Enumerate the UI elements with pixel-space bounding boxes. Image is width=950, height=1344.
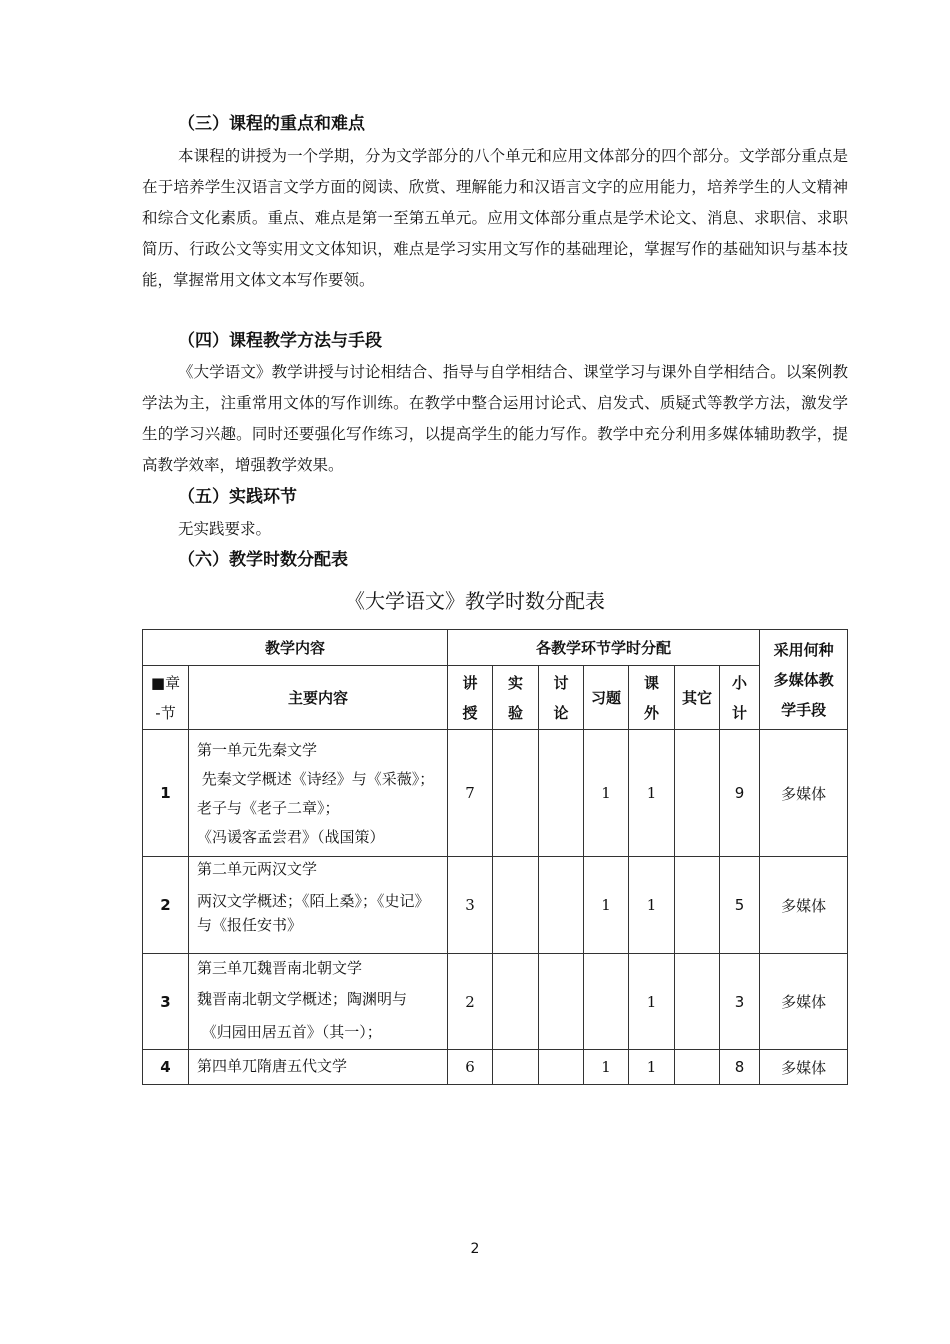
row-discussion: [539, 730, 584, 857]
row-lecture: 7: [448, 730, 493, 857]
row-experiment: [493, 1050, 539, 1085]
section-body-3: 本课程的讲授为一个学期，分为文学部分的八个单元和应用文体部分的四个部分。文学部分重点是在于培养学生汉语言文学方面的阅读、欣赏、理解能力和汉语言文字的应用能力，培养学生的人文精神和综合文化素质。重点、难点是第一至第五单元。应用文体部分重点是学术论文、消息、求职信、求职简历、行政公文等实用文文体知识，难点是学习实用文写作的基础理论，掌握写作的基础知识与基本技能，掌握常用文体文本写作要领。: [142, 147, 848, 289]
row-exercise: 1: [584, 1050, 629, 1085]
header-chapter: ■章 -节: [143, 666, 189, 730]
header-experiment: 实 验: [493, 666, 539, 730]
row-lecture: 3: [448, 857, 493, 954]
row-subtotal: 9: [720, 730, 760, 857]
row-content: 第二单元两汉文学 两汉文学概述；《陌上桑》；《史记》 与《报任安书》: [189, 857, 448, 954]
row-extracurricular: 1: [629, 857, 675, 954]
row-exercise: [584, 954, 629, 1050]
row-media: 多媒体: [760, 857, 848, 954]
table-title: 《大学语文》教学时数分配表: [345, 589, 605, 613]
section-heading-4: （四）课程教学方法与手段: [178, 331, 382, 351]
table-row: [143, 954, 848, 1050]
row-other: [675, 1050, 720, 1085]
table-row: [143, 857, 848, 954]
row-content: 第一单元先秦文学 先秦文学概述《诗经》与《采薇》；老子与《老子二章》； 《冯谖客孟尝君》（战国策）: [189, 730, 448, 857]
row-extracurricular: 1: [629, 730, 675, 857]
table-row: [143, 1050, 848, 1085]
row-media: 多媒体: [760, 730, 848, 857]
row-extracurricular: 1: [629, 954, 675, 1050]
header-main-content: 主要内容: [189, 666, 448, 730]
row-experiment: [493, 954, 539, 1050]
header-media: 采用何种 多媒体教 学手段: [760, 630, 848, 730]
row-media: 多媒体: [760, 954, 848, 1050]
row-other: [675, 857, 720, 954]
row-other: [675, 954, 720, 1050]
header-extracurricular: 课 外: [629, 666, 675, 730]
header-hours-group: 各教学环节学时分配: [448, 630, 760, 666]
row-subtotal: 3: [720, 954, 760, 1050]
table-header-row-2: [143, 666, 848, 730]
page-number: 2: [470, 1241, 480, 1257]
row-subtotal: 5: [720, 857, 760, 954]
table-row: [143, 730, 848, 857]
row-experiment: [493, 857, 539, 954]
row-lecture: 6: [448, 1050, 493, 1085]
header-lecture: 讲 授: [448, 666, 493, 730]
row-chapter: 3: [143, 954, 189, 1050]
row-exercise: 1: [584, 857, 629, 954]
section-body-5: 无实践要求。: [178, 520, 272, 538]
row-content: 第四单兀隋唐五代文学: [189, 1050, 448, 1085]
row-chapter: 2: [143, 857, 189, 954]
section-body-4: 《大学语文》教学讲授与讨论相结合、指导与自学相结合、课堂学习与课外自学相结合。以案例教学法为主，注重常用文体的写作训练。在教学中整合运用讨论式、启发式、质疑式等教学方法，激发学生的学习兴趣。同时还要强化写作练习，以提高学生的能力写作。教学中充分利用多媒体辅助教学，提高教学效率，增强教学效果。: [142, 363, 848, 474]
row-extracurricular: 1: [629, 1050, 675, 1085]
row-discussion: [539, 1050, 584, 1085]
section-heading-6: （六）教学时数分配表: [178, 550, 348, 570]
row-subtotal: 8: [720, 1050, 760, 1085]
header-subtotal: 小 计: [720, 666, 760, 730]
section-heading-5: （五）实践环节: [178, 487, 297, 507]
row-discussion: [539, 954, 584, 1050]
row-other: [675, 730, 720, 857]
header-discussion: 讨 论: [539, 666, 584, 730]
table-header-row-1: [143, 630, 848, 666]
header-exercise: 习题: [584, 666, 629, 730]
hours-allocation-table: [142, 629, 848, 1085]
row-lecture: 2: [448, 954, 493, 1050]
row-discussion: [539, 857, 584, 954]
section-heading-3: （三）课程的重点和难点: [178, 114, 365, 134]
row-exercise: 1: [584, 730, 629, 857]
row-chapter: 1: [143, 730, 189, 857]
row-content: 第三单兀魏晋南北朝文学 魏晋南北朝文学概述；陶渊明与 《归园田居五首》（其一）；: [189, 954, 448, 1050]
row-experiment: [493, 730, 539, 857]
header-other: 其它: [675, 666, 720, 730]
row-media: 多媒体: [760, 1050, 848, 1085]
header-content-group: 教学内容: [143, 630, 448, 666]
row-chapter: 4: [143, 1050, 189, 1085]
